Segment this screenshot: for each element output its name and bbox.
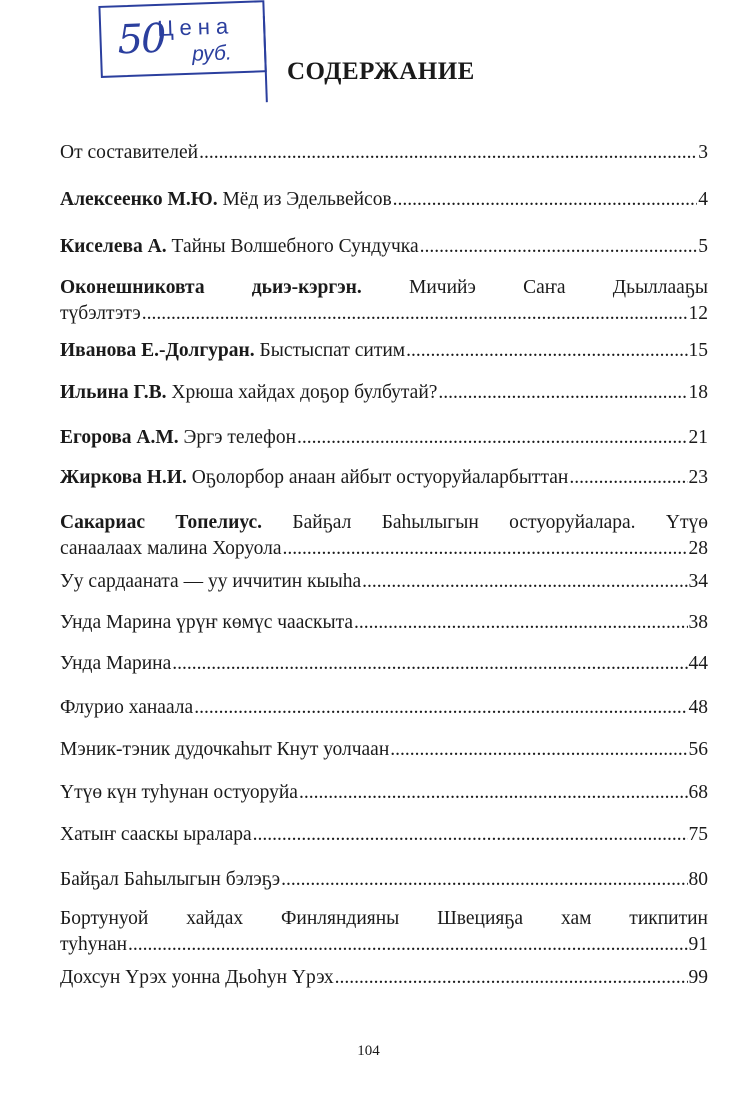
toc-entry-second-line xyxy=(60,301,708,327)
toc-entry-multiline xyxy=(60,510,708,562)
toc-entry xyxy=(60,380,708,406)
toc-entry-leader-dots xyxy=(299,780,688,806)
toc-entry-page: 80 xyxy=(688,869,708,890)
toc-entry-lead xyxy=(60,380,437,406)
toc-entry-line xyxy=(60,822,708,848)
toc-entry-title: Эргэ телефон xyxy=(183,427,297,448)
toc-entry-line xyxy=(60,651,708,677)
toc-entry-leader-dots xyxy=(281,867,687,893)
toc-entry-title: Унда Марина xyxy=(60,653,172,674)
toc-entry-multiline xyxy=(60,275,708,327)
toc-entry xyxy=(60,338,708,364)
toc-entry-title: Быстыспат ситим xyxy=(259,340,406,361)
toc-entry xyxy=(60,610,708,636)
toc-entry-title: Дохсун Үрэх уонна Дьоһун Үрэх xyxy=(60,967,334,988)
toc-entry-leader-dots xyxy=(172,651,687,677)
toc-entry-line xyxy=(60,695,708,721)
toc-entry-page: 99 xyxy=(688,967,708,988)
toc-entry-title: Унда Марина үрүҥ көмүс чааскыта xyxy=(60,612,354,633)
toc-entry-page: 91 xyxy=(688,934,708,955)
toc-entry-page: 4 xyxy=(698,189,708,210)
toc-entry-lead xyxy=(60,651,171,677)
toc-entry-line xyxy=(60,610,708,636)
toc-entry-page: 12 xyxy=(688,303,708,324)
toc-entry-page: 3 xyxy=(698,142,708,163)
toc-entry-title-part2: санаалаах малина Хоруола xyxy=(60,538,282,559)
stamp-price: 50 xyxy=(116,15,166,64)
toc-entry-page: 21 xyxy=(688,427,708,448)
toc-entry-lead xyxy=(60,465,568,491)
toc-entry-title-part1: Бортунуой хайдах Финляндияны Швецияҕа хам тикпитин xyxy=(60,908,708,929)
toc-entry-page: 75 xyxy=(688,824,708,845)
toc-entry-line xyxy=(60,465,708,491)
toc-entry-author: Киселева А. xyxy=(60,236,167,257)
toc-entry-leader-dots xyxy=(569,465,687,491)
toc-entry-line xyxy=(60,737,708,763)
toc-entry-title: Хатыҥ сааскы ыралара xyxy=(60,824,252,845)
toc-entry-leader-dots xyxy=(438,380,687,406)
toc-entry-leader-dots xyxy=(199,140,697,166)
toc-entry-leader-dots xyxy=(142,301,688,327)
toc-entry-page: 18 xyxy=(688,382,708,403)
toc-entry xyxy=(60,425,708,451)
toc-entry-lead xyxy=(60,338,405,364)
toc-entry-lead xyxy=(60,822,252,848)
toc-entry-lead xyxy=(60,569,361,595)
toc-entry xyxy=(60,465,708,491)
toc-entry-first-line xyxy=(60,275,708,301)
toc-entry-line xyxy=(60,338,708,364)
toc-entry-leader-dots xyxy=(354,610,687,636)
toc-entry xyxy=(60,965,708,991)
toc-entry xyxy=(60,867,708,893)
toc-entry-leader-dots xyxy=(253,822,688,848)
toc-entry-leader-dots xyxy=(283,536,688,562)
toc-entry xyxy=(60,234,708,260)
toc-entry-author: Сакариас Топелиус. xyxy=(60,512,263,533)
toc-entry-page: 15 xyxy=(688,340,708,361)
toc-entry-line xyxy=(60,780,708,806)
toc-entry-lead xyxy=(60,610,353,636)
toc-entry-page: 56 xyxy=(688,739,708,760)
toc-entry-author: Алексеенко М.Ю. xyxy=(60,189,218,210)
toc-entry-title-part1: Мичийэ Саҥа Дьыллааҕы xyxy=(409,277,708,298)
toc-entry-leader-dots xyxy=(335,965,688,991)
toc-entry-page: 38 xyxy=(688,612,708,633)
toc-entry xyxy=(60,695,708,721)
toc-entry-line xyxy=(60,965,708,991)
toc-entry-leader-dots xyxy=(128,932,687,958)
toc-entry-title: Уу сардааната — уу иччитин кыыһа xyxy=(60,571,362,592)
toc-entry-leader-dots xyxy=(393,187,698,213)
toc-entry-lead xyxy=(60,965,334,991)
toc-entry-leader-dots xyxy=(194,695,687,721)
toc-entry xyxy=(60,737,708,763)
toc-entry-page: 68 xyxy=(688,782,708,803)
toc-entry-first-line xyxy=(60,510,708,536)
toc-entry-line xyxy=(60,569,708,595)
toc-entry-author: Ильина Г.В. xyxy=(60,382,167,403)
toc-entry xyxy=(60,780,708,806)
toc-entry-lead xyxy=(60,867,280,893)
toc-entry-title: Тайны Волшебного Сундучка xyxy=(171,236,419,257)
toc-entry-title: Мёд из Эдельвейсов xyxy=(222,189,392,210)
toc-entry-title-part1: Байҕал Баһылыгын остуоруйалара. Үтүө xyxy=(292,512,708,533)
page-number: 104 xyxy=(357,1043,380,1059)
toc-entry-author: Егорова А.М. xyxy=(60,427,179,448)
toc-entry-author: Жиркова Н.И. xyxy=(60,467,187,488)
toc-entry-title: Флурио ханаала xyxy=(60,697,194,718)
stamp-currency: руб. xyxy=(191,41,233,66)
toc-entry-line xyxy=(60,234,708,260)
toc-entry-title: Байҕал Баһылыгын бэлэҕэ xyxy=(60,869,281,890)
toc-entry xyxy=(60,510,708,562)
toc-entry-leader-dots xyxy=(390,737,687,763)
toc-entry-title: От составителей xyxy=(60,142,199,163)
toc-entry-title: Мэник-тэник дудочкаһыт Кнут уолчаан xyxy=(60,739,390,760)
toc-entry-multiline xyxy=(60,906,708,958)
toc-entry-page: 48 xyxy=(688,697,708,718)
toc-entry-page: 23 xyxy=(688,467,708,488)
toc-entry-line xyxy=(60,187,708,213)
toc-entry-page: 44 xyxy=(688,653,708,674)
toc-entry-line xyxy=(60,380,708,406)
toc-entry-second-line xyxy=(60,536,708,562)
price-stamp xyxy=(98,0,271,101)
toc-entry-author: Иванова Е.-Долгуран. xyxy=(60,340,255,361)
toc-entry xyxy=(60,569,708,595)
toc-entry xyxy=(60,822,708,848)
toc-entry-leader-dots xyxy=(362,569,687,595)
toc-entry-lead xyxy=(60,695,193,721)
toc-entry-page: 34 xyxy=(688,571,708,592)
toc-entry xyxy=(60,275,708,327)
toc-entry-lead xyxy=(60,425,296,451)
toc-entry-first-line xyxy=(60,906,708,932)
toc-entry-title: Үтүө күн туһунан остуоруйа xyxy=(60,782,298,803)
toc-entry-lead xyxy=(60,737,389,763)
toc-entry-author: Оконешниковта дьиэ-кэргэн. xyxy=(60,277,362,298)
toc-entry-lead xyxy=(60,234,419,260)
toc-entry xyxy=(60,651,708,677)
stamp-label: Цена xyxy=(156,13,235,41)
toc-entry-line xyxy=(60,867,708,893)
toc-entry-title-part2: туһунан xyxy=(60,934,128,955)
toc-entry-lead xyxy=(60,187,392,213)
toc-entry xyxy=(60,140,708,166)
toc-entry-title: Хрюша хайдах доҕор булбутай? xyxy=(171,382,438,403)
toc-entry-title-part2: түбэлтэтэ xyxy=(60,303,141,324)
toc-entry xyxy=(60,906,708,958)
toc-entry xyxy=(60,187,708,213)
toc-entry-page: 28 xyxy=(688,538,708,559)
toc-entry-leader-dots xyxy=(420,234,698,260)
toc-entry-lead xyxy=(60,780,298,806)
toc-entry-leader-dots xyxy=(297,425,687,451)
toc-entry-line xyxy=(60,140,708,166)
page-title: СОДЕРЖАНИЕ xyxy=(287,58,475,85)
toc-entry-second-line xyxy=(60,932,708,958)
toc-entry-page: 5 xyxy=(698,236,708,257)
toc-entry-leader-dots xyxy=(406,338,687,364)
toc-entry-title: Оҕолорбор анаан айбыт остуоруйаларбыттан xyxy=(191,467,569,488)
toc-entry-lead xyxy=(60,140,198,166)
toc-entry-line xyxy=(60,425,708,451)
